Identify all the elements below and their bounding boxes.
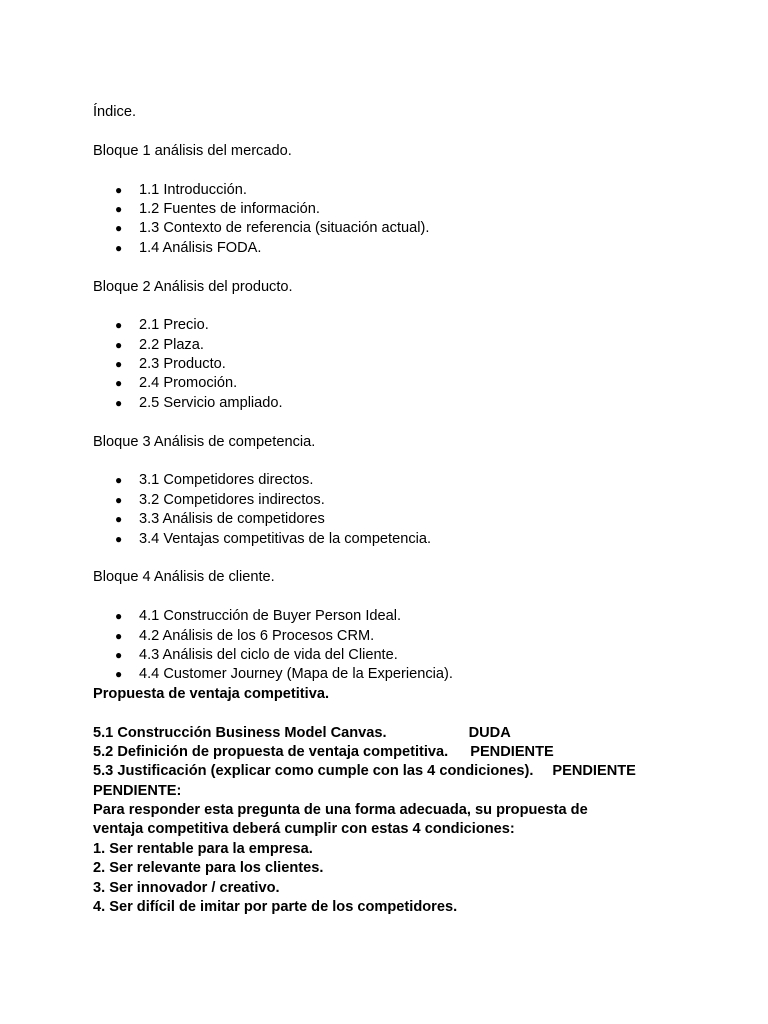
proposal-item-text: 5.1 Construcción Business Model Canvas. <box>93 724 387 741</box>
proposal-item-5-1 <box>93 724 713 743</box>
bullet-icon: ● <box>115 492 123 507</box>
status-label: PENDIENTE <box>470 743 554 760</box>
bullet-icon: ● <box>115 337 123 352</box>
bullet-icon: ● <box>115 628 123 643</box>
proposal-item-text: 5.3 Justificación (explicar como cumple con las 4 condiciones). <box>93 763 534 780</box>
list-item <box>93 181 713 200</box>
list-item-text: 4.3 Análisis del ciclo de vida del Cliente. <box>139 646 398 663</box>
list-item <box>93 316 713 335</box>
list-item-text: 2.1 Precio. <box>139 317 209 334</box>
list-item <box>93 627 713 646</box>
bullet-icon: ● <box>115 240 123 255</box>
condition-item: 3. Ser innovador / creativo. <box>93 879 280 896</box>
block-2-heading: Bloque 2 Análisis del producto. <box>93 278 293 295</box>
bullet-icon: ● <box>115 473 123 488</box>
list-item-text: 1.2 Fuentes de información. <box>139 200 320 217</box>
proposal-item-5-3 <box>93 762 713 781</box>
bullet-icon: ● <box>115 395 123 410</box>
list-item <box>93 239 713 258</box>
list-item-text: 2.4 Promoción. <box>139 375 238 392</box>
block-4-heading: Bloque 4 Análisis de cliente. <box>93 569 275 586</box>
condition-item: 1. Ser rentable para la empresa. <box>93 840 313 857</box>
bullet-icon: ● <box>115 318 123 333</box>
list-item <box>93 530 713 549</box>
spacer <box>93 549 713 568</box>
list-item-text: 3.2 Competidores indirectos. <box>139 491 325 508</box>
proposal-title: Propuesta de ventaja competitiva. <box>93 685 330 702</box>
proposal-intro-line: ventaja competitiva deberá cumplir con estas 4 condiciones: <box>93 821 515 838</box>
list-item-text: 2.2 Plaza. <box>139 336 204 353</box>
status-label: DUDA <box>468 724 511 741</box>
list-item <box>93 665 713 684</box>
list-item-text: 4.1 Construcción de Buyer Person Ideal. <box>139 608 402 625</box>
bullet-icon: ● <box>115 221 123 236</box>
block-1-heading: Bloque 1 análisis del mercado. <box>93 142 292 159</box>
list-item-text: 1.4 Análisis FODA. <box>139 239 262 256</box>
list-item <box>93 471 713 490</box>
condition-item: 4. Ser difícil de imitar por parte de los competidores. <box>93 899 458 916</box>
proposal-intro-line: Para responder esta pregunta de una forma adecuada, su propuesta de <box>93 802 588 819</box>
bullet-icon: ● <box>115 201 123 216</box>
bullet-icon: ● <box>115 667 123 682</box>
spacer <box>93 704 713 723</box>
bullet-icon: ● <box>115 647 123 662</box>
block-3-list <box>93 471 713 549</box>
list-item-text: 3.4 Ventajas competitivas de la competencia. <box>139 530 432 547</box>
block-3-heading: Bloque 3 Análisis de competencia. <box>93 433 316 450</box>
index-title: Índice. <box>93 104 136 120</box>
document-body <box>93 103 713 917</box>
spacer <box>93 588 713 607</box>
spacer <box>93 258 713 277</box>
spacer <box>93 297 713 316</box>
list-item <box>93 200 713 219</box>
spacer <box>93 452 713 471</box>
status-label: PENDIENTE: <box>93 782 182 799</box>
list-item-text: 1.1 Introducción. <box>139 181 247 198</box>
status-label: PENDIENTE <box>552 763 636 780</box>
list-item-text: 4.4 Customer Journey (Mapa de la Experiencia). <box>139 666 453 683</box>
bullet-icon: ● <box>115 512 123 527</box>
list-item-text: 3.1 Competidores directos. <box>139 472 314 489</box>
list-item-text: 3.3 Análisis de competidores <box>139 511 325 528</box>
block-2-list <box>93 316 713 413</box>
list-item <box>93 646 713 665</box>
bullet-icon: ● <box>115 609 123 624</box>
list-item <box>93 355 713 374</box>
bullet-icon: ● <box>115 357 123 372</box>
block-1-list <box>93 181 713 259</box>
list-item-text: 1.3 Contexto de referencia (situación actual). <box>139 220 430 237</box>
bullet-icon: ● <box>115 376 123 391</box>
list-item <box>93 219 713 238</box>
condition-item: 2. Ser relevante para los clientes. <box>93 860 324 877</box>
list-item <box>93 394 713 413</box>
spacer <box>93 122 713 141</box>
list-item <box>93 510 713 529</box>
list-item <box>93 607 713 626</box>
list-item <box>93 491 713 510</box>
spacer <box>93 161 713 180</box>
proposal-item-text: 5.2 Definición de propuesta de ventaja competitiva. <box>93 743 449 760</box>
block-4-list <box>93 607 713 685</box>
list-item <box>93 336 713 355</box>
bullet-icon: ● <box>115 182 123 197</box>
list-item-text: 2.3 Producto. <box>139 356 226 373</box>
bullet-icon: ● <box>115 531 123 546</box>
spacer <box>93 413 713 432</box>
list-item <box>93 374 713 393</box>
list-item-text: 2.5 Servicio ampliado. <box>139 394 283 411</box>
list-item-text: 4.2 Análisis de los 6 Procesos CRM. <box>139 627 375 644</box>
proposal-item-5-2 <box>93 743 713 762</box>
